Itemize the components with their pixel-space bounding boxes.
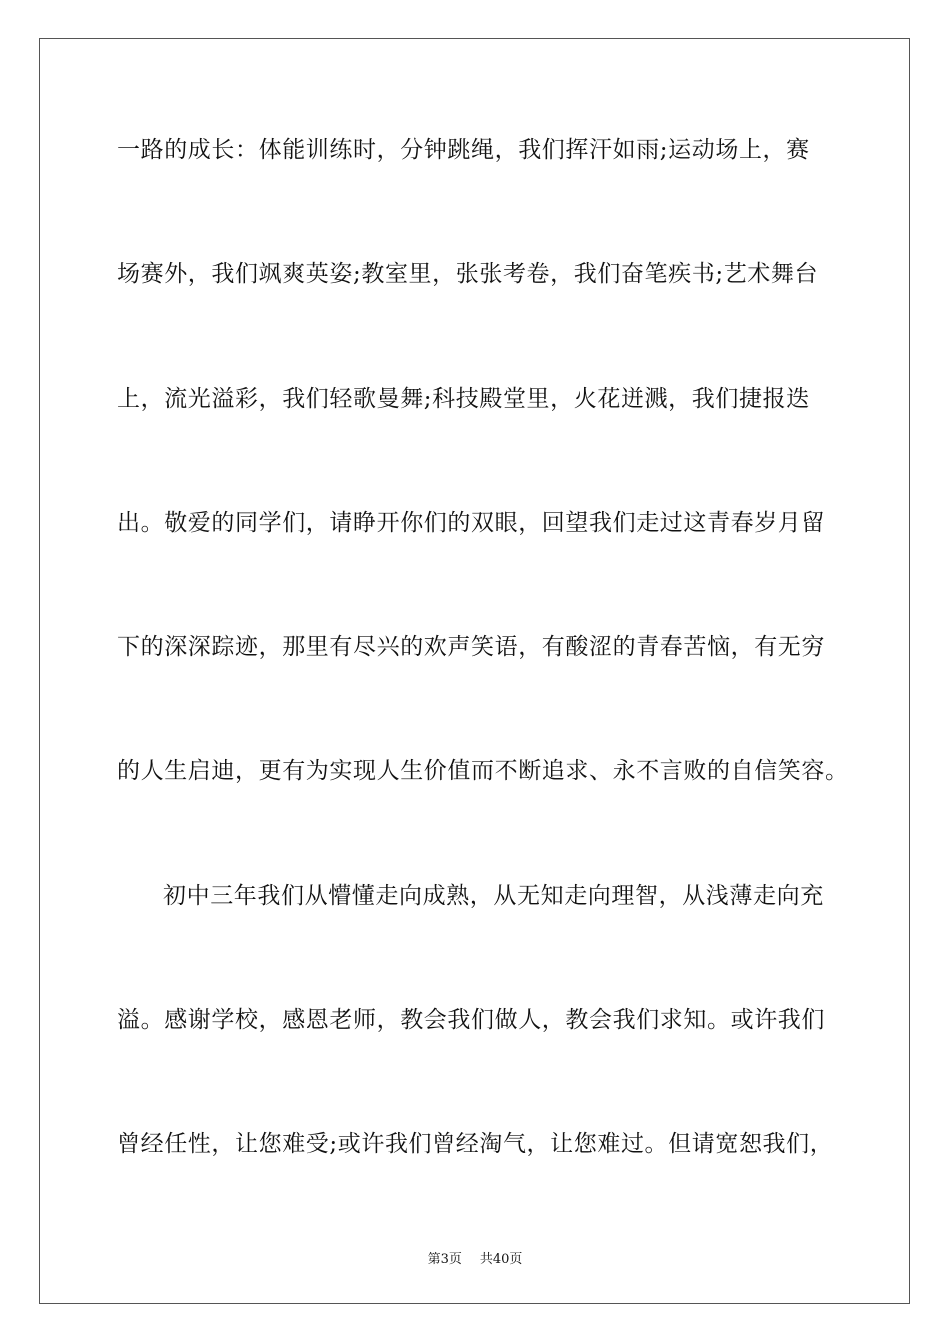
document-body — [117, 127, 849, 1246]
page-footer — [0, 1248, 950, 1267]
text-line-7-paragraph-start: 初中三年我们从懵懂走向成熟，从无知走向理智，从浅薄走向充 — [163, 882, 824, 909]
text-line-4: 出。敬爱的同学们，请睁开你们的双眼，回望我们走过这青春岁月留 — [117, 509, 825, 536]
page-total: 共40页 — [479, 1252, 523, 1267]
text-line-2: 场赛外，我们飒爽英姿;教室里，张张考卷，我们奋笔疾书;艺术舞台 — [117, 261, 819, 288]
page-number: 第3页 — [427, 1252, 462, 1267]
text-line-1: 一路的成长：体能训练时，分钟跳绳，我们挥汗如雨;运动场上，赛 — [117, 137, 810, 163]
text-line-8: 溢。感谢学校，感恩老师，教会我们做人，教会我们求知。或许我们 — [117, 1007, 825, 1034]
text-line-6: 的人生启迪，更有为实现人生价值而不断追求、永不言败的自信笑容。 — [117, 758, 849, 785]
text-line-5: 下的深深踪迹，那里有尽兴的欢声笑语，有酸涩的青春苦恼，有无穷 — [117, 634, 825, 661]
text-line-9: 曾经任性，让您难受;或许我们曾经淘气，让您难过。但请宽恕我们， — [117, 1131, 834, 1158]
text-line-3: 上，流光溢彩，我们轻歌曼舞;科技殿堂里，火花迸溅，我们捷报迭 — [117, 385, 810, 412]
